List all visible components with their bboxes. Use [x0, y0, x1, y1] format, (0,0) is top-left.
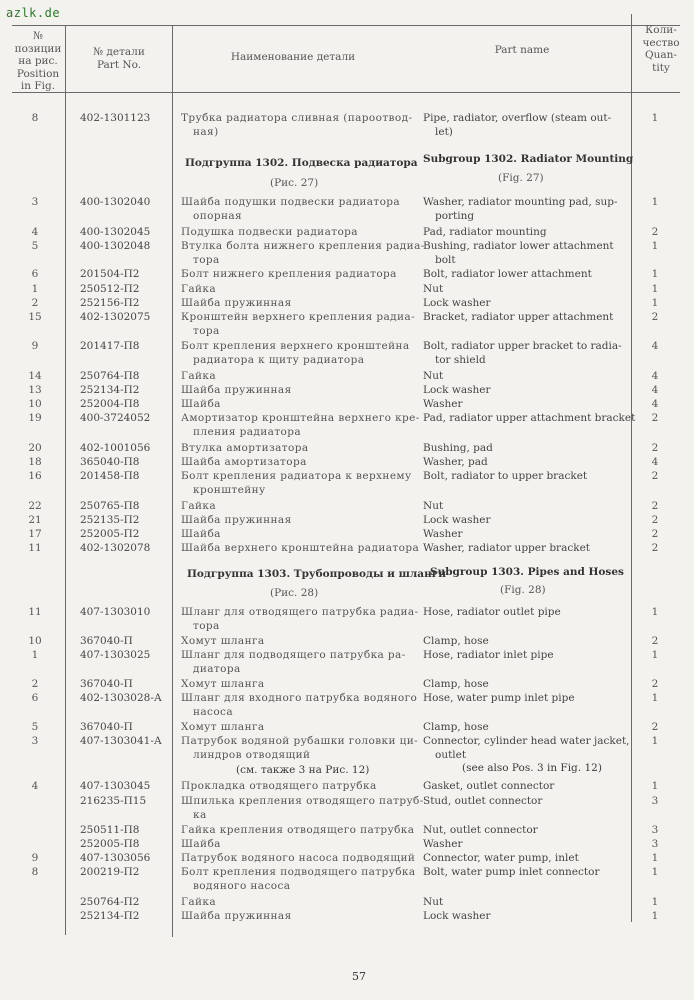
part-name-en: Bushing, pad	[423, 442, 493, 454]
quantity: 1	[651, 268, 659, 280]
header-position-line: №	[33, 30, 43, 42]
header-quantity	[632, 24, 690, 74]
part-name-en: Clamp, hose	[423, 635, 489, 647]
part-number: 400-3724052	[80, 412, 151, 424]
position-number: 10	[28, 635, 42, 647]
position-number: 2	[31, 297, 39, 309]
part-number: 250764-П2	[80, 896, 140, 908]
quantity: 1	[651, 606, 659, 618]
part-name-ru: Болт нижнего крепления радиатора	[181, 268, 397, 280]
part-name-ru: радиатора к щиту радиатора	[193, 354, 365, 366]
subgroup-title-ru: Подгруппа 1302. Подвеска радиатора	[185, 157, 418, 169]
position-number: 3	[31, 196, 39, 208]
header-position-line: in Fig.	[20, 80, 56, 92]
subgroup-figure-ru: (Рис. 28)	[270, 587, 319, 599]
part-name-en: bolt	[435, 254, 456, 266]
part-name-en: Washer, pad	[423, 456, 488, 468]
position-number: 10	[28, 398, 42, 410]
quantity: 1	[651, 910, 659, 922]
header-quantity-line: tity	[652, 61, 670, 74]
part-name-en: tor shield	[435, 354, 486, 366]
header-quantity-line: чество	[642, 36, 680, 49]
header-position-line: позиции	[14, 42, 62, 55]
quantity: 1	[651, 283, 659, 295]
position-number: 1	[31, 283, 39, 295]
header-position-line: на рис.	[18, 55, 58, 67]
part-name-en: Washer	[423, 838, 463, 850]
part-name-en: Bolt, radiator upper bracket to radia-	[423, 340, 622, 352]
part-number: 400-1302045	[80, 226, 151, 238]
part-number: 252134-П2	[80, 384, 140, 396]
part-name-en: Connector, cylinder head water jacket,	[423, 735, 630, 747]
part-name-ru: водяного насоса	[193, 880, 291, 892]
note-ru: (см. также 3 на Рис. 12)	[236, 764, 370, 776]
part-name-ru: тора	[193, 254, 220, 266]
part-number: 365040-П8	[80, 456, 140, 468]
part-name-en: Nut	[423, 896, 444, 908]
position-number: 5	[31, 721, 39, 733]
quantity: 1	[651, 112, 659, 124]
quantity: 1	[651, 692, 659, 704]
quantity: 2	[651, 442, 659, 454]
part-name-ru: Хомут шланга	[181, 721, 265, 733]
quantity: 2	[651, 528, 659, 540]
part-name-ru: пления радиатора	[193, 426, 302, 438]
quantity: 2	[651, 470, 659, 482]
position-number: 8	[31, 866, 39, 878]
position-number: 20	[28, 442, 42, 454]
part-number: 250512-П2	[80, 283, 140, 295]
part-name-en: Connector, water pump, inlet	[423, 852, 579, 864]
header-position	[12, 30, 64, 93]
header-bottom-rule	[12, 92, 680, 93]
part-name-en: Nut	[423, 370, 444, 382]
header-part-no-line: № детали	[93, 46, 145, 58]
part-name-ru: Болт крепления радиатора к верхнему	[181, 470, 412, 482]
quantity: 3	[651, 795, 659, 807]
quantity: 2	[651, 514, 659, 526]
part-name-ru: диатора	[193, 663, 241, 675]
part-name-ru: Шайба верхнего кронштейна радиатора	[181, 542, 420, 554]
quantity: 2	[651, 542, 659, 554]
part-number: 201504-П2	[80, 268, 140, 280]
position-number: 6	[31, 268, 39, 280]
part-name-en: Hose, radiator inlet pipe	[423, 649, 554, 661]
part-name-en: Lock washer	[423, 297, 491, 309]
header-quantity-line: Quan-	[645, 49, 677, 61]
quantity: 2	[651, 226, 659, 238]
part-name-ru: Болт крепления верхнего кронштейна	[181, 340, 410, 352]
part-number: 250511-П8	[80, 824, 140, 836]
header-part-no-line: Part No.	[96, 58, 142, 71]
quantity: 4	[651, 384, 659, 396]
part-name-ru: тора	[193, 620, 220, 632]
position-number: 8	[31, 112, 39, 124]
quantity: 1	[651, 780, 659, 792]
part-number: 252005-П2	[80, 528, 140, 540]
position-number: 17	[28, 528, 42, 540]
part-name-en: outlet	[435, 749, 467, 761]
part-name-en: Lock washer	[423, 514, 491, 526]
watermark: azlk.de	[6, 6, 61, 20]
part-number: 402-1303028-А	[80, 692, 162, 704]
part-number: 402-1302075	[80, 311, 151, 323]
quantity: 3	[651, 838, 659, 850]
part-name-ru: Трубка радиатора сливная (пароотвод-	[181, 112, 413, 124]
position-number: 1	[31, 649, 39, 661]
quantity: 2	[651, 721, 659, 733]
part-name-ru: Болт крепления подводящего патрубка	[181, 866, 416, 878]
position-number: 11	[28, 542, 42, 554]
part-name-ru: Прокладка отводящего патрубка	[181, 780, 377, 792]
note-en: (see also Pos. 3 in Fig. 12)	[462, 762, 602, 774]
quantity: 1	[651, 196, 659, 208]
part-name-en: Clamp, hose	[423, 678, 489, 690]
part-number: 407-1303056	[80, 852, 151, 864]
part-name-en: Stud, outlet connector	[423, 795, 543, 807]
quantity: 2	[651, 311, 659, 323]
quantity: 3	[651, 824, 659, 836]
position-number: 6	[31, 692, 39, 704]
part-name-ru: Шайба	[181, 838, 221, 850]
part-name-ru: Шайба пружинная	[181, 910, 292, 922]
part-name-ru: Патрубок водяного насоса подводящий	[181, 852, 416, 864]
position-number: 15	[28, 311, 42, 323]
subgroup-title-en: Subgroup 1302. Radiator Mounting	[423, 153, 634, 165]
quantity: 2	[651, 635, 659, 647]
part-name-ru: Амортизатор кронштейна верхнего кре-	[181, 412, 420, 424]
quantity: 2	[651, 412, 659, 424]
part-number: 252005-П8	[80, 838, 140, 850]
part-name-en: Pipe, radiator, overflow (steam out-	[423, 112, 612, 124]
part-name-ru: Втулка болта нижнего крепления радиа-	[181, 240, 425, 252]
position-number: 4	[31, 780, 39, 792]
part-name-en: Lock washer	[423, 910, 491, 922]
part-name-ru: Подушка подвески радиатора	[181, 226, 358, 238]
part-name-ru: Шпилька крепления отводящего патруб-	[181, 795, 424, 807]
part-name-en: Pad, radiator upper attachment bracket	[423, 412, 636, 424]
header-name-en: Part name	[494, 44, 550, 56]
position-number: 5	[31, 240, 39, 252]
col-divider-qty	[631, 14, 632, 922]
position-number: 9	[31, 852, 39, 864]
position-number: 22	[28, 500, 42, 512]
part-name-en: Nut	[423, 283, 444, 295]
quantity: 4	[651, 370, 659, 382]
part-name-ru: Втулка амортизатора	[181, 442, 309, 454]
part-name-ru: Патрубок водяной рубашки головки ци-	[181, 735, 419, 747]
part-name-en: Washer	[423, 528, 463, 540]
position-number: 14	[28, 370, 42, 382]
header-part-no	[66, 46, 172, 71]
header-name-ru: Наименование детали	[230, 51, 356, 63]
quantity: 2	[651, 678, 659, 690]
part-name-ru: Шайба	[181, 528, 221, 540]
position-number: 11	[28, 606, 42, 618]
part-number: 252134-П2	[80, 910, 140, 922]
table-top-rule	[12, 25, 680, 26]
position-number: 9	[31, 340, 39, 352]
part-name-ru: Шланг для отводящего патрубка радиа-	[181, 606, 419, 618]
part-name-en: Pad, radiator mounting	[423, 226, 547, 238]
part-name-ru: ная)	[193, 126, 219, 138]
quantity: 1	[651, 896, 659, 908]
part-name-ru: Шайба подушки подвески радиатора	[181, 196, 401, 208]
part-name-en: Nut	[423, 500, 444, 512]
part-name-en: Hose, radiator outlet pipe	[423, 606, 561, 618]
part-name-ru: линдров отводящий	[193, 749, 311, 761]
part-number: 367040-П	[80, 635, 133, 647]
position-number: 4	[31, 226, 39, 238]
quantity: 4	[651, 398, 659, 410]
part-name-ru: Шайба амортизатора	[181, 456, 307, 468]
quantity: 1	[651, 240, 659, 252]
quantity: 1	[651, 297, 659, 309]
part-name-ru: насоса	[193, 706, 234, 718]
part-number: 402-1001056	[80, 442, 151, 454]
part-name-ru: Шайба	[181, 398, 221, 410]
quantity: 1	[651, 735, 659, 747]
part-name-ru: кронштейну	[193, 484, 266, 496]
part-number: 407-1303041-А	[80, 735, 162, 747]
part-number: 252156-П2	[80, 297, 140, 309]
part-number: 407-1303010	[80, 606, 151, 618]
quantity: 4	[651, 340, 659, 352]
part-name-en: Bushing, radiator lower attachment	[423, 240, 614, 252]
header-quantity-line: Коли-	[645, 24, 677, 36]
part-number: 250764-П8	[80, 370, 140, 382]
position-number: 2	[31, 678, 39, 690]
page-number: 57	[352, 970, 366, 983]
quantity: 1	[651, 649, 659, 661]
part-name-en: Washer, radiator mounting pad, sup-	[423, 196, 618, 208]
position-number: 13	[28, 384, 42, 396]
part-number: 200219-П2	[80, 866, 140, 878]
part-number: 201417-П8	[80, 340, 140, 352]
part-name-en: Bolt, radiator lower attachment	[423, 268, 592, 280]
part-name-ru: Шайба пружинная	[181, 514, 292, 526]
part-name-ru: опорная	[193, 210, 243, 222]
subgroup-title-ru: Подгруппа 1303. Трубопроводы и шланги	[187, 568, 447, 580]
part-name-en: Washer, radiator upper bracket	[423, 542, 591, 554]
position-number: 21	[28, 514, 42, 526]
part-number: 252135-П2	[80, 514, 140, 526]
part-name-ru: Гайка	[181, 283, 217, 295]
part-number: 407-1303045	[80, 780, 151, 792]
part-name-ru: Шайба пружинная	[181, 384, 292, 396]
subgroup-figure-ru: (Рис. 27)	[270, 177, 319, 189]
part-name-ru: Шланг для входного патрубка водяного	[181, 692, 418, 704]
part-name-en: Clamp, hose	[423, 721, 489, 733]
part-name-ru: Гайка	[181, 500, 217, 512]
part-name-ru: Гайка	[181, 896, 217, 908]
part-number: 252004-П8	[80, 398, 140, 410]
part-number: 402-1302078	[80, 542, 151, 554]
part-name-en: Gasket, outlet connector	[423, 780, 555, 792]
part-number: 400-1302040	[80, 196, 151, 208]
col-divider-pos	[65, 25, 66, 935]
part-number: 400-1302048	[80, 240, 151, 252]
part-number: 402-1301123	[80, 112, 151, 124]
part-number: 407-1303025	[80, 649, 151, 661]
part-name-en: Bolt, water pump inlet connector	[423, 866, 600, 878]
subgroup-title-en: Subgroup 1303. Pipes and Hoses	[430, 566, 624, 578]
part-name-ru: Хомут шланга	[181, 635, 265, 647]
part-name-ru: ка	[193, 809, 207, 821]
part-name-en: Lock washer	[423, 384, 491, 396]
position-number: 18	[28, 456, 42, 468]
part-name-ru: Шайба пружинная	[181, 297, 292, 309]
part-name-ru: Гайка	[181, 370, 217, 382]
part-name-ru: Шланг для подводящего патрубка ра-	[181, 649, 406, 661]
quantity: 4	[651, 456, 659, 468]
part-name-ru: Кронштейн верхнего крепления радиа-	[181, 311, 416, 323]
part-name-en: Bolt, radiator to upper bracket	[423, 470, 588, 482]
part-name-en: let)	[435, 126, 453, 138]
part-number: 250765-П8	[80, 500, 140, 512]
quantity: 1	[651, 852, 659, 864]
part-name-ru: тора	[193, 325, 220, 337]
part-name-en: porting	[435, 210, 475, 222]
part-name-ru: Хомут шланга	[181, 678, 265, 690]
position-number: 16	[28, 470, 42, 482]
part-number: 367040-П	[80, 678, 133, 690]
part-name-en: Hose, water pump inlet pipe	[423, 692, 575, 704]
position-number: 19	[28, 412, 42, 424]
header-position-line: Position	[16, 67, 60, 80]
part-name-en: Washer	[423, 398, 463, 410]
part-number: 367040-П	[80, 721, 133, 733]
part-name-en: Bracket, radiator upper attachment	[423, 311, 614, 323]
subgroup-figure-en: (Fig. 27)	[498, 172, 544, 184]
part-number: 201458-П8	[80, 470, 140, 482]
part-number: 216235-П15	[80, 795, 147, 807]
subgroup-figure-en: (Fig. 28)	[500, 584, 546, 596]
position-number: 3	[31, 735, 39, 747]
quantity: 2	[651, 500, 659, 512]
part-name-en: Nut, outlet connector	[423, 824, 538, 836]
part-name-ru: Гайка крепления отводящего патрубка	[181, 824, 415, 836]
col-divider-partno	[172, 25, 173, 937]
quantity: 1	[651, 866, 659, 878]
